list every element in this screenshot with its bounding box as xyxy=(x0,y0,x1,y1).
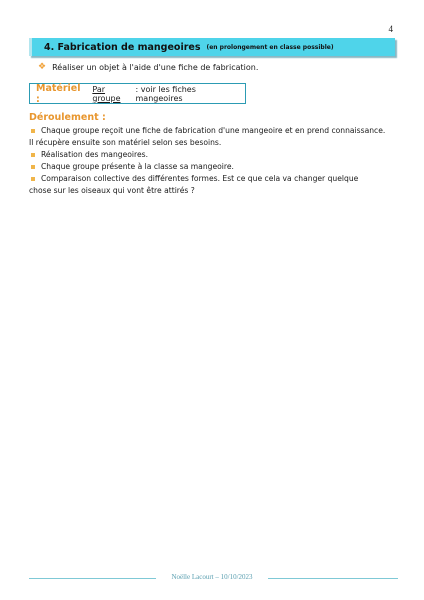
objective-line xyxy=(38,62,258,72)
footer-divider-right xyxy=(268,578,398,579)
step-text: Chaque groupe présente à la classe sa mangeoire. xyxy=(41,162,234,171)
step-item xyxy=(29,149,399,161)
materiel-box xyxy=(29,83,246,104)
footer-divider-left xyxy=(29,578,156,579)
section-title: 4. Fabrication de mangeoires xyxy=(44,41,201,53)
deroulement-heading: Déroulement : xyxy=(29,112,106,123)
step-item xyxy=(29,125,399,149)
deroulement-steps xyxy=(29,125,399,197)
page-number: 4 xyxy=(388,24,393,34)
materiel-text: : voir les fiches mangeoires xyxy=(135,84,196,103)
section-header xyxy=(29,38,395,56)
square-bullet-icon xyxy=(31,165,35,169)
diamond-bullet-icon: ❖ xyxy=(38,62,47,72)
footer-text: Noëlle Lacourt – 10/10/2023 xyxy=(171,573,253,581)
step-text-continued: Il récupère ensuite son matériel selon ses besoins. xyxy=(29,138,222,147)
step-text: Réalisation des mangeoires. xyxy=(41,150,149,159)
step-text: Comparaison collective des différentes formes. Est ce que cela va changer quelque xyxy=(41,174,359,183)
step-item xyxy=(29,161,399,173)
objective-text: Réaliser un objet à l'aide d'une fiche de fabrication. xyxy=(52,62,259,72)
step-text-continued: chose sur les oiseaux qui vont être attirés ? xyxy=(29,186,195,195)
square-bullet-icon xyxy=(31,177,35,181)
square-bullet-icon xyxy=(31,129,35,133)
materiel-label: Matériel : xyxy=(36,82,81,105)
step-item xyxy=(29,173,399,197)
step-text: Chaque groupe reçoit une fiche de fabrication d'une mangeoire et en prend connaissance. xyxy=(41,126,386,135)
section-subtitle: (en prolongement en classe possible) xyxy=(206,43,334,51)
materiel-group-label: Par groupe xyxy=(92,84,121,103)
square-bullet-icon xyxy=(31,153,35,157)
